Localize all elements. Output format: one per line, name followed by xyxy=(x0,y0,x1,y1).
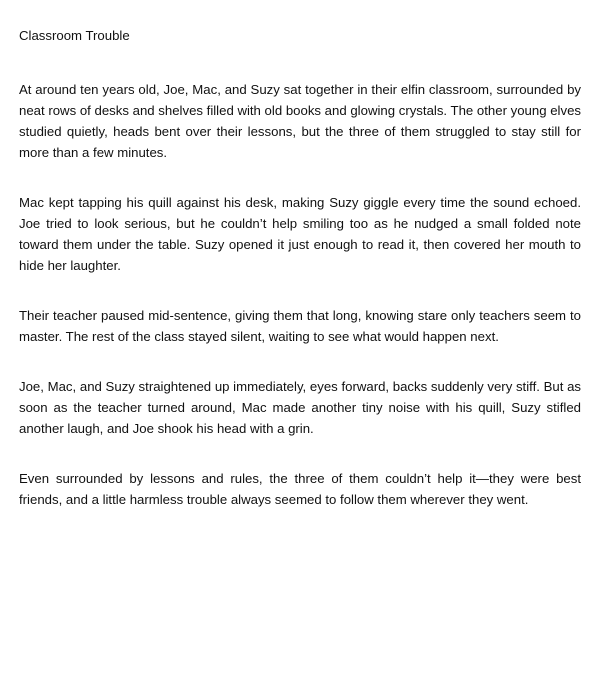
paragraph: Even surrounded by lessons and rules, the three of them couldn’t help it—they were best friends, and a little harmless trouble always seemed to follow them wherever they went. xyxy=(19,471,581,507)
document-title: Classroom Trouble xyxy=(19,28,130,43)
paragraph: Mac kept tapping his quill against his desk, making Suzy giggle every time the sound echoed. Joe tried to look serious, but he couldn’t help smiling too as he nudged a small folded note toward them under the table. Suzy opened it just enough to read it, then covered her mouth to hide her laughter. xyxy=(19,195,581,273)
paragraph: Their teacher paused mid-sentence, giving them that long, knowing stare only teachers seem to master. The rest of the class stayed silent, waiting to see what would happen next. xyxy=(19,308,581,344)
paragraph: Joe, Mac, and Suzy straightened up immediately, eyes forward, backs suddenly very stiff. But as soon as the teacher turned around, Mac made another tiny noise with his quill, Suzy stifled another laugh, and Joe shook his head with a grin. xyxy=(19,379,581,436)
paragraph: At around ten years old, Joe, Mac, and Suzy sat together in their elfin classroom, surrounded by neat rows of desks and shelves filled with old books and glowing crystals. The other young elves studied quietly, heads bent over their lessons, but the three of them struggled to stay still for more than a few minutes. xyxy=(19,82,582,160)
